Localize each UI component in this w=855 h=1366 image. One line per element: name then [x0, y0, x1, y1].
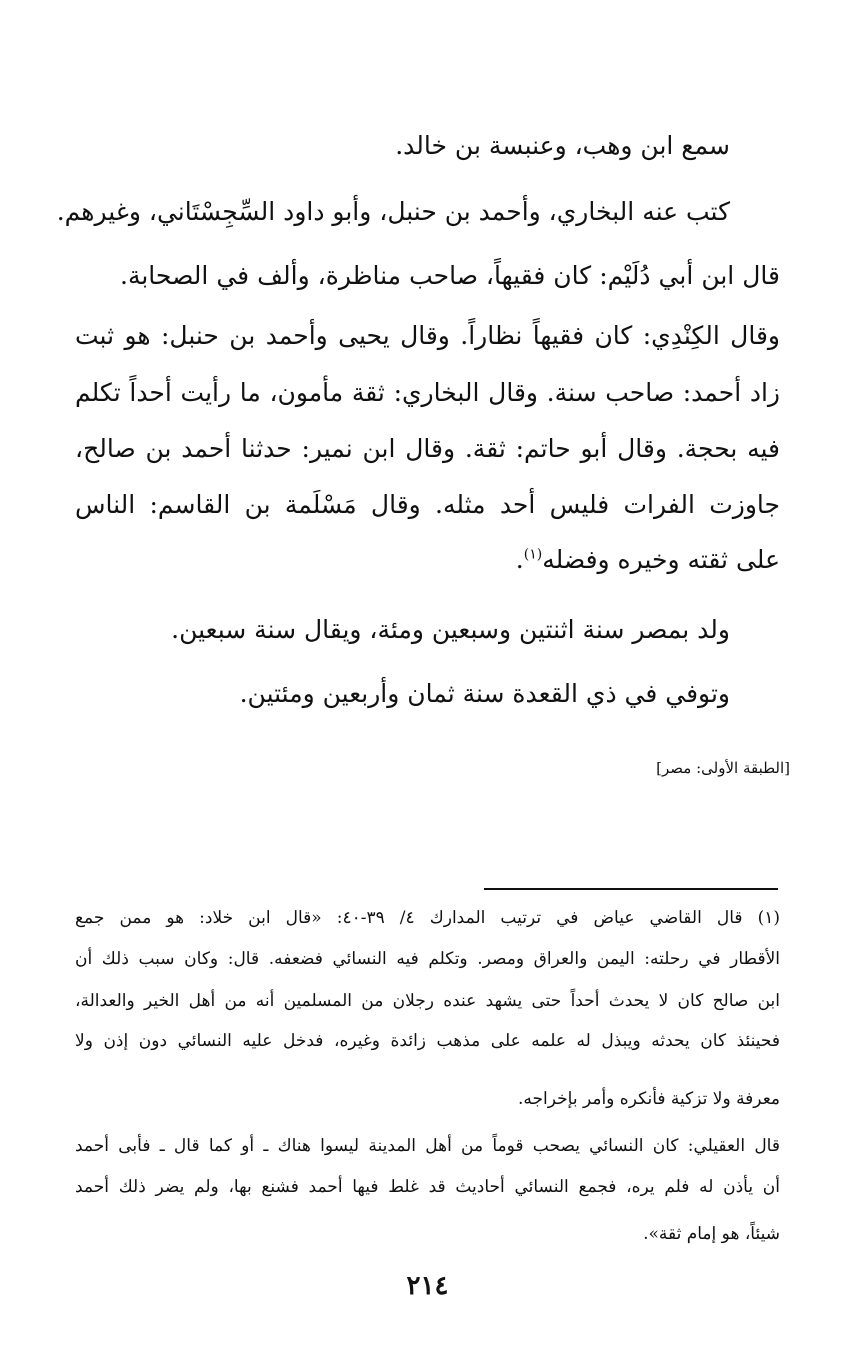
- footnote-line-4: فحينئذ كان يحدثه ويبذل له علمه على مذهب زائدة وغيره، فدخل عليه النسائي دون إذن ولا: [75, 1031, 780, 1051]
- footnote-line-6: قال العقيلي: كان النسائي يصحب قوماً من أهل المدينة ليسوا هناك ـ أو كما قال ـ فأبى أحمد: [75, 1136, 780, 1156]
- body-line-4: وقال الكِنْدِي: كان فقيهاً نظاراً. وقال يحيى وأحمد بن حنبل: هو ثبت: [75, 321, 780, 350]
- footnote-separator: [484, 888, 778, 890]
- footnote-line-3: ابن صالح كان لا يحدث أحداً حتى يشهد عنده رجلان من المسلمين أنه من أهل الخير والعدالة،: [75, 991, 780, 1011]
- footnote-line-5: معرفة ولا تزكية فأنكره وأمر بإخراجه.: [518, 1089, 780, 1109]
- tabaqa-label: [الطبقة الأولى: مصر]: [656, 759, 790, 777]
- body-line-3: قال ابن أبي دُلَيْم: كان فقيهاً، صاحب مناظرة، وألف في الصحابة.: [120, 261, 780, 290]
- body-line-9: ولد بمصر سنة اثنتين وسبعين ومئة، ويقال سنة سبعين.: [171, 615, 730, 644]
- body-line-2: كتب عنه البخاري، وأحمد بن حنبل، وأبو داود السِّجِسْتَاني، وغيرهم.: [56, 197, 730, 226]
- body-line-8: [516, 540, 780, 580]
- body-line-8-period: .: [515, 545, 524, 574]
- body-line-6: فيه بحجة. وقال أبو حاتم: ثقة. وقال ابن نمير: حدثنا أحمد بن صالح،: [75, 434, 780, 463]
- body-line-8-text: على ثقته وخيره وفضله: [542, 545, 780, 574]
- body-line-1: سمع ابن وهب، وعنبسة بن خالد.: [395, 131, 730, 160]
- body-line-5: زاد أحمد: صاحب سنة. وقال البخاري: ثقة مأمون، ما رأيت أحداً تكلم: [75, 378, 780, 407]
- footnote-line-8: شيئاً، هو إمام ثقة».: [643, 1224, 780, 1244]
- page-number: ٢١٤: [406, 1271, 449, 1301]
- footnote-line-7: أن يأذن له فلم يره، فجمع النسائي أحاديث قد غلط فيها أحمد فشنع بها، ولم يضر ذلك أحمد: [75, 1177, 780, 1197]
- body-line-7: جاوزت الفرات فليس أحد مثله. وقال مَسْلَمة بن القاسم: الناس: [75, 490, 780, 519]
- footnote-reference: (١): [523, 546, 543, 563]
- footnote-line-1: (١) قال القاضي عياض في ترتيب المدارك ٤/ ٣٩-٤٠: «قال ابن خلاد: هو ممن جمع: [75, 908, 780, 928]
- body-line-10: وتوفي في ذي القعدة سنة ثمان وأربعين ومئتين.: [239, 679, 730, 708]
- footnote-line-2: الأقطار في رحلته: اليمن والعراق ومصر. وتكلم فيه النسائي فضعفه. قال: وكان سبب ذلك أن: [75, 949, 780, 969]
